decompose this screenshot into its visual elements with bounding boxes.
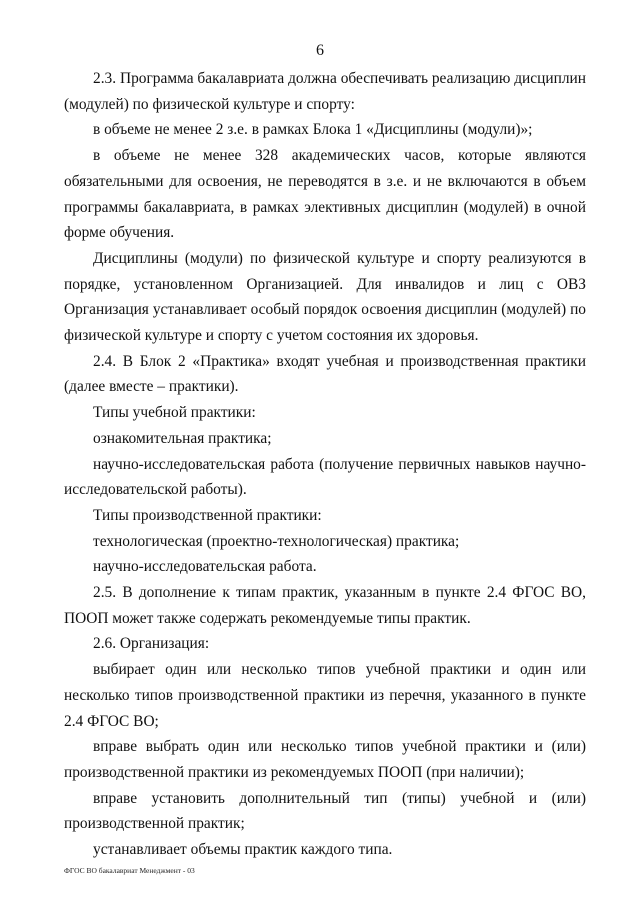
paragraph-may-choose-recommended: вправе выбрать один или несколько типов учебной практики и (или) производственной практики из рекомендуемых ПООП (при наличии); xyxy=(64,738,586,781)
paragraph-disciplines-order: Дисциплины (модули) по физической культуре и спорту реализуются в порядке, установленном Организацией. Для инвалидов и лиц с ОВЗ Организация устанавливает особый порядок освоения дисциплин (модулей) по физической культуре и спорту с учетом состояния их здоровья. xyxy=(64,249,586,345)
paragraph-volume-328-hours: в объеме не менее 328 академических часов, которые являются обязательными для освоения, не переводятся в з.е. и не включаются в объем программы бакалавриата, в рамках элективных дисциплин (модулей) в очной форме обучения. xyxy=(64,147,586,242)
document-body xyxy=(64,66,586,863)
paragraph-sets-volumes: устанавливает объемы практик каждого типа. xyxy=(93,841,393,859)
paragraph-introductory-practice: ознакомительная практика; xyxy=(93,429,272,447)
paragraph-2-6-organization: 2.6. Организация: xyxy=(93,635,210,653)
page-footer: ФГОС ВО бакалавриат Менеджмент - 03 xyxy=(64,866,195,875)
paragraph-research-work: научно-исследовательская работа. xyxy=(93,558,317,576)
paragraph-educational-practice-types: Типы учебной практики: xyxy=(93,404,256,422)
paragraph-2-4-practice-block: 2.4. В Блок 2 «Практика» входят учебная и производственная практики (далее вместе – практики). xyxy=(64,352,586,396)
page-number: 6 xyxy=(316,42,324,59)
paragraph-volume-2-ze: в объеме не менее 2 з.е. в рамках Блока 1 «Дисциплины (модули)»; xyxy=(93,121,533,139)
paragraph-2-3-intro: 2.3. Программа бакалавриата должна обеспечивать реализацию дисциплин (модулей) по физической культуре и спорту: xyxy=(64,70,586,113)
paragraph-technological-practice: технологическая (проектно-технологическая) практика; xyxy=(93,532,460,550)
paragraph-2-5-additional-types: 2.5. В дополнение к типам практик, указанным в пункте 2.4 ФГОС ВО, ПООП может также содержать рекомендуемые типы практик. xyxy=(64,584,586,627)
paragraph-chooses-types: выбирает один или несколько типов учебной практики и один или несколько типов производственной практики из перечня, указанного в пункте 2.4 ФГОС ВО; xyxy=(64,661,586,730)
paragraph-research-work-skills: научно-исследовательская работа (получение первичных навыков научно-исследовательской работы). xyxy=(64,455,586,499)
paragraph-industrial-practice-types: Типы производственной практики: xyxy=(93,506,322,524)
paragraph-may-set-additional: вправе установить дополнительный тип (типы) учебной и (или) производственной практик; xyxy=(64,789,586,833)
